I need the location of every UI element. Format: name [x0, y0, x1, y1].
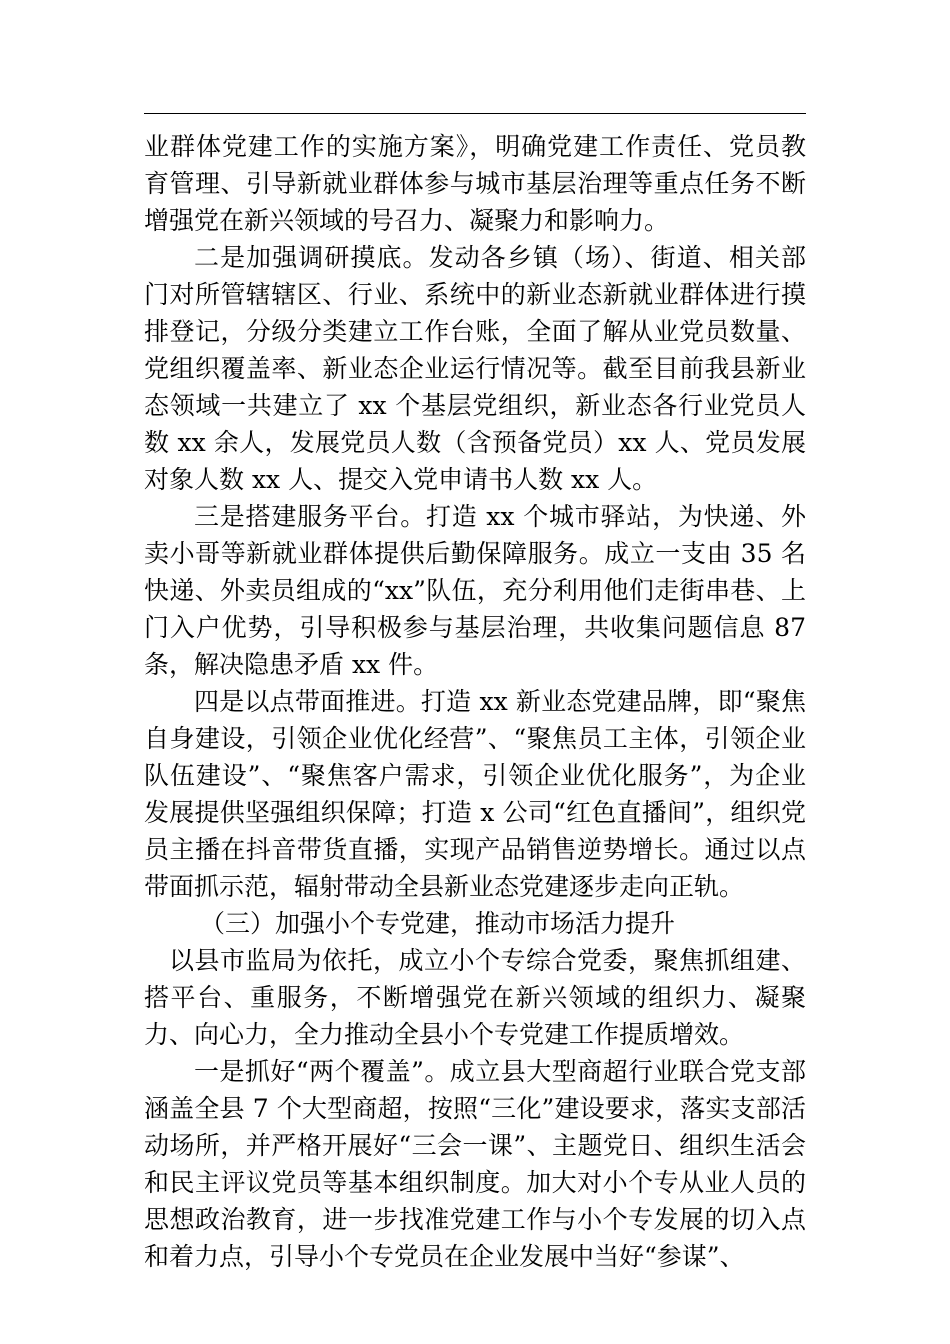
document-body	[144, 128, 806, 1275]
paragraph-two-coverage: 一是抓好“两个覆盖”。成立县大型商超行业联合党支部涵盖全县 7 个大型商超，按照“三化”建设要求，落实支部活动场所，并严格开展好“三会一课”、主题党日、组织生活会和民主评议党员等基本组织制度。加大对小个专从业人员的思想政治教育，进一步找准党建工作与小个专发展的切入点和着力点，引导小个专党员在企业发展中当好“参谋”、	[144, 1057, 806, 1271]
paragraph-continuation: 业群体党建工作的实施方案》，明确党建工作责任、党员教育管理、引导新就业群体参与城市基层治理等重点任务不断增强党在新兴领域的号召力、凝聚力和影响力。	[144, 132, 806, 235]
section-heading: （三）加强小个专党建，推动市场活力提升	[200, 909, 676, 938]
paragraph-research-survey: 二是加强调研摸底。发动各乡镇（场）、街道、相关部门对所管辖辖区、行业、系统中的新业态新就业群体进行摸排登记，分级分类建立工作台账，全面了解从业党员数量、党组织覆盖率、新业态企业运行情况等。截至目前我县新业态领域一共建立了 xx 个基层党组织，新业态各行业党员人数 xx 余人，发展党员人数（含预备党员）xx 人、党员发展对象人数 xx 人、提交入党申请书人数 xx 人。	[144, 243, 806, 494]
paragraph-service-platform: 三是搭建服务平台。打造 xx 个城市驿站，为快递、外卖小哥等新就业群体提供后勤保障服务。成立一支由 35 名快递、外卖员组成的“xx”队伍，充分利用他们走街串巷、上门入户优势，引导积极参与基层治理，共收集问题信息 87 条，解决隐患矛盾 xx 件。	[144, 502, 806, 679]
header-rule	[144, 113, 806, 114]
paragraph-section-intro: 以县市监局为依托，成立小个专综合党委，聚焦抓组建、搭平台、重服务，不断增强党在新兴领域的组织力、凝聚力、向心力，全力推动全县小个专党建工作提质增效。	[144, 946, 806, 1049]
paragraph-point-to-area: 四是以点带面推进。打造 xx 新业态党建品牌，即“聚焦自身建设，引领企业优化经营”、“聚焦员工主体，引领企业队伍建设”、“聚焦客户需求，引领企业优化服务”，为企业发展提供坚强组织保障；打造 x 公司“红色直播间”，组织党员主播在抖音带货直播，实现产品销售逆势增长。通过以点带面抓示范，辐射带动全县新业态党建逐步走向正轨。	[144, 687, 806, 901]
